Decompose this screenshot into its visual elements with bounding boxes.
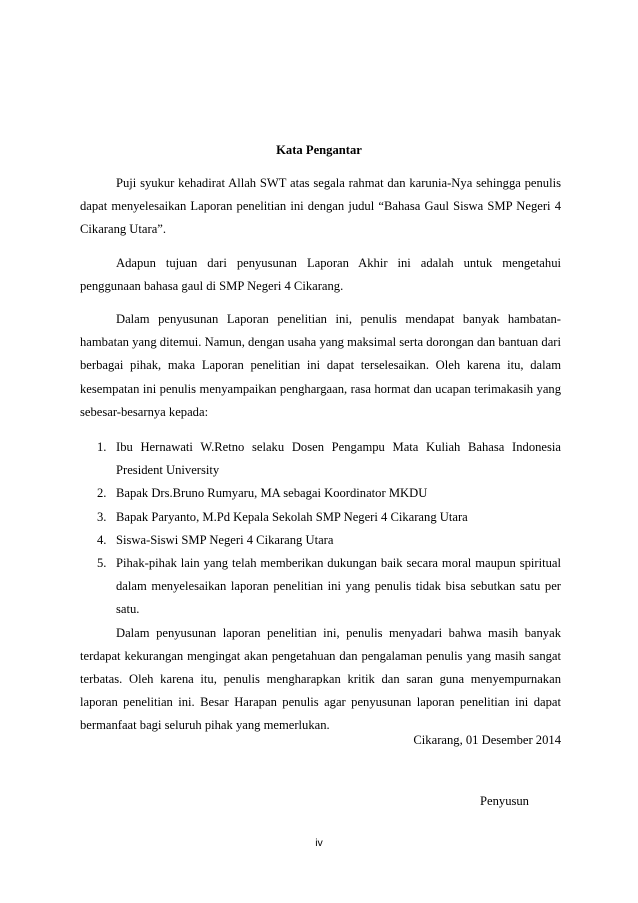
- list-item-text: Pihak-pihak lain yang telah memberikan dukungan baik secara moral maupun spiritual dalam menyelesaikan laporan penelitian ini yang penulis tidak bisa sebutkan satu per satu.: [116, 556, 561, 617]
- acknowledgement-list: [80, 436, 561, 622]
- list-item-text: Bapak Paryanto, M.Pd Kepala Sekolah SMP Negeri 4 Cikarang Utara: [116, 509, 468, 524]
- signer: Penyusun: [480, 794, 529, 808]
- paragraph-opening: Puji syukur kehadirat Allah SWT atas segala rahmat dan karunia-Nya sehingga penulis dapat menyelesaikan Laporan penelitian ini dengan judul “Bahasa Gaul Siswa SMP Negeri 4 Cikarang Utara”.: [80, 176, 561, 237]
- list-item: [80, 552, 561, 622]
- list-item: [80, 436, 561, 482]
- list-item-text: Ibu Hernawati W.Retno selaku Dosen Pengampu Mata Kuliah Bahasa Indonesia President University: [116, 440, 561, 478]
- body-text: [80, 172, 561, 738]
- list-item-number: 2.: [97, 486, 107, 501]
- page-title: Kata Pengantar: [276, 143, 362, 157]
- list-item-number: 4.: [97, 532, 107, 547]
- list-item: [80, 482, 561, 505]
- list-item-text: Siswa-Siswi SMP Negeri 4 Cikarang Utara: [116, 532, 334, 547]
- place-date: Cikarang, 01 Desember 2014: [413, 733, 561, 747]
- list-item-text: Bapak Drs.Bruno Rumyaru, MA sebagai Koordinator MKDU: [116, 486, 428, 501]
- paragraph-closing: Dalam penyusunan laporan penelitian ini, penulis menyadari bahwa masih banyak terdapat kekurangan mengingat akan pengetahuan dan pengalaman penulis yang masih sangat terbatas. Oleh karena itu, penulis mengharapkan kritik dan saran guna menyempurnakan laporan penelitian ini. Besar Harapan penulis agar penyusunan laporan penelitian ini dapat bermanfaat bagi seluruh pihak yang memerlukan.: [80, 625, 561, 733]
- list-item: [80, 506, 561, 529]
- list-item-number: 5.: [97, 556, 107, 571]
- list-item-number: 1.: [97, 440, 107, 455]
- list-item-number: 3.: [97, 509, 107, 524]
- paragraph-thanks-intro: Dalam penyusunan Laporan penelitian ini, penulis mendapat banyak hambatan-hambatan yang ditemui. Namun, dengan usaha yang maksimal serta dorongan dan bantuan dari berbagai pihak, maka Laporan penelitian ini dapat terselesaikan. Oleh karena itu, dalam kesempatan ini penulis menyampaikan penghargaan, rasa hormat dan ucapan terimakasih yang sebesar-besarnya kepada:: [80, 312, 561, 419]
- list-item: [80, 529, 561, 552]
- page-number: iv: [315, 837, 323, 849]
- paragraph-purpose: Adapun tujuan dari penyusunan Laporan Akhir ini adalah untuk mengetahui penggunaan bahasa gaul di SMP Negeri 4 Cikarang.: [80, 255, 561, 293]
